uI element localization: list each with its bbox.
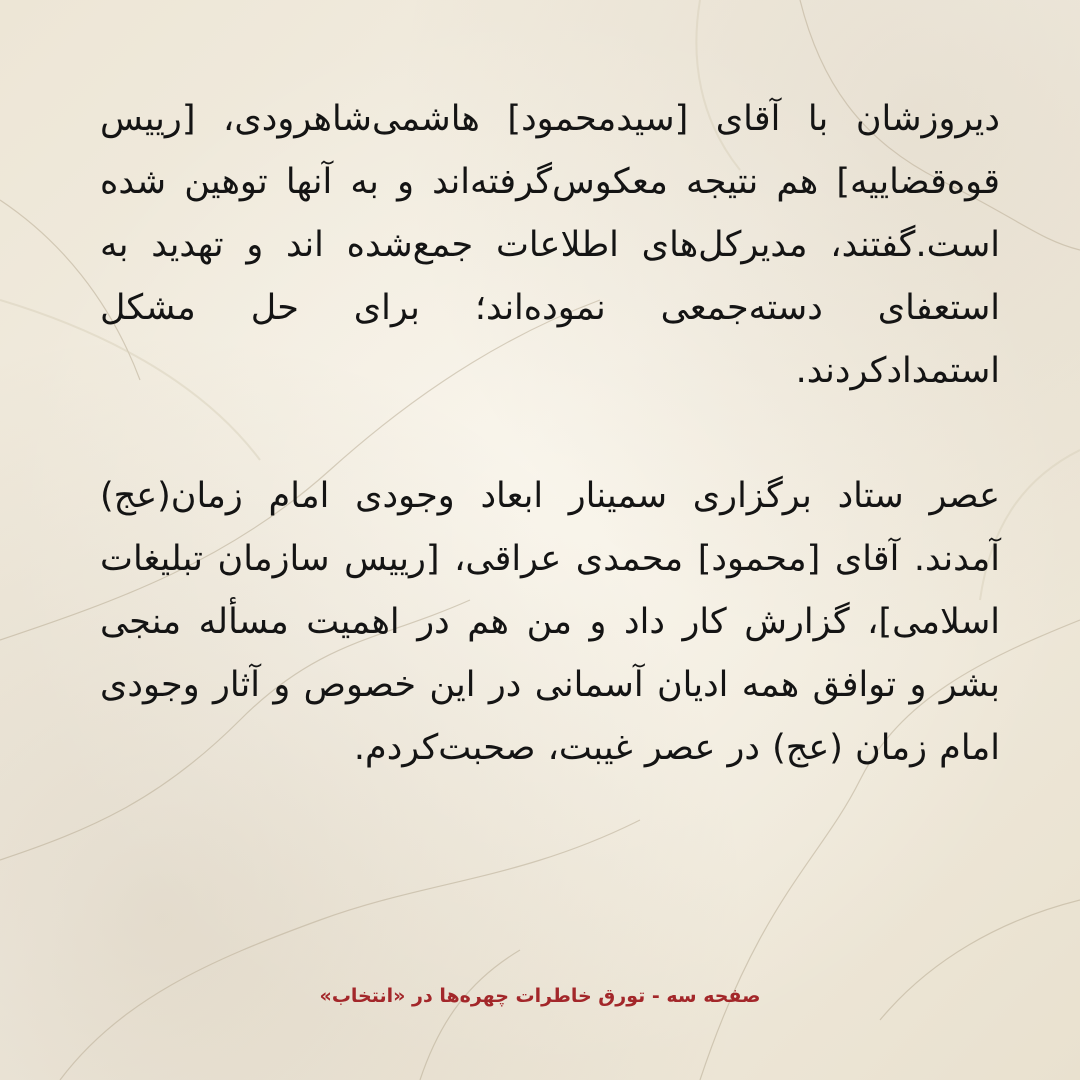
- page-footer-caption: صفحه سه - تورق خاطرات چهره‌ها در «انتخاب»: [319, 985, 761, 1007]
- paragraph-2: عصر ستاد برگزاری سمینار ابعاد وجودی امام زمان(عج) آمدند. آقای [محمود] محمدی عراقی، [رییس سازمان تبلیغات اسلامی]، گزارش کار داد و من هم در اهمیت مسأله منجی بشر و توافق همه ادیان آسمانی در این خصوص و آثار وجودی امام زمان (عج) در عصر غیبت، صحبت‌کردم.: [100, 476, 1000, 768]
- text-body: [100, 88, 1000, 780]
- paragraph-1: دیروزشان با آقای [سیدمحمود] هاشمی‌شاهرودی، [رییس قوه‌قضاییه] هم نتیجه معکوس‌گرفته‌اند و به آنها توهین شده است.گفتند، مدیرکل‌های اطلاعات جمع‌شده اند و تهدید به استعفای دسته‌جمعی نموده‌اند؛ برای حل مشکل استمدادکردند.: [100, 99, 1000, 391]
